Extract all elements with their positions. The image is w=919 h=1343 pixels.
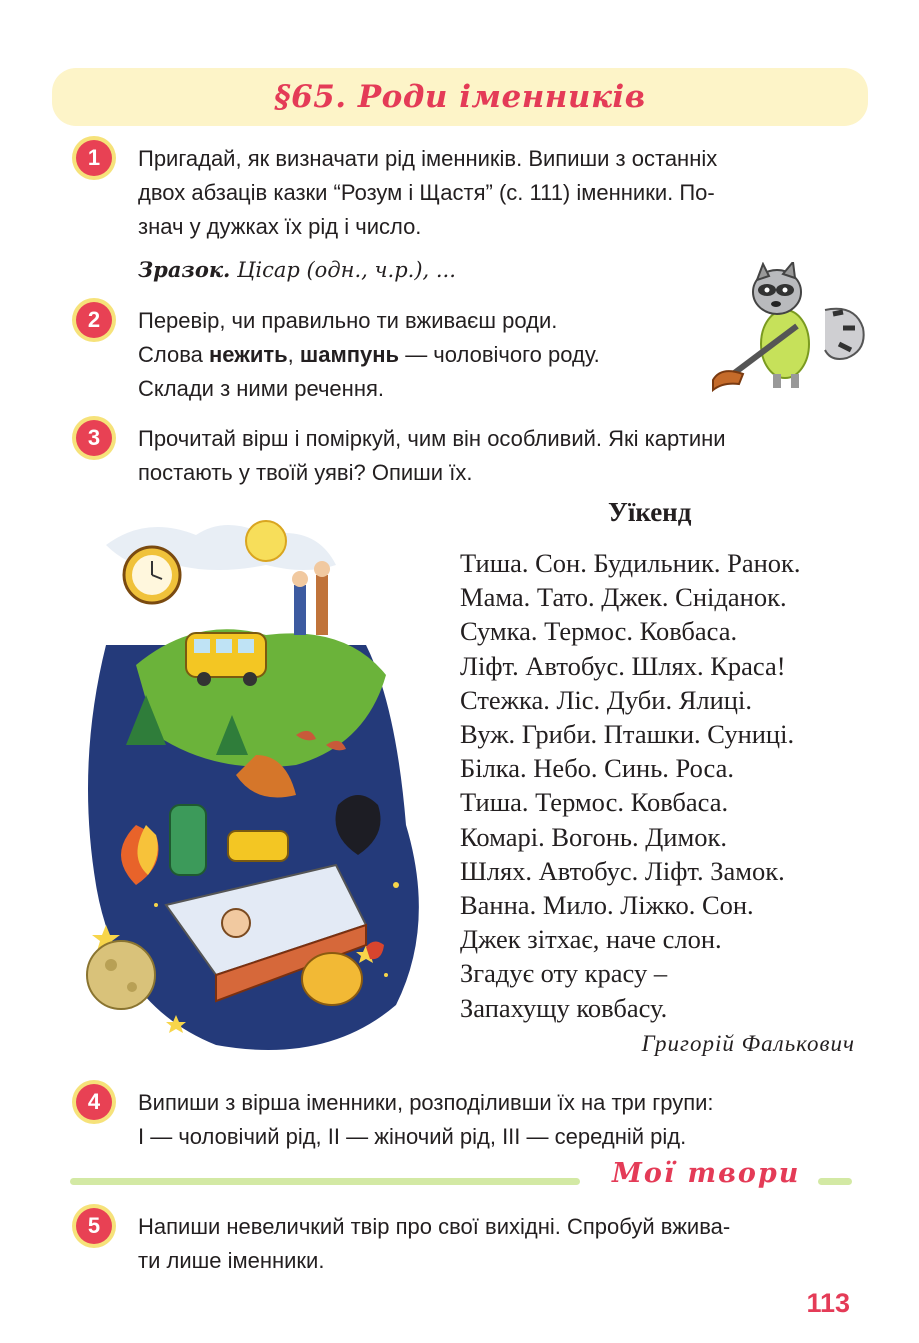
page-number: 113 xyxy=(806,1288,850,1318)
task-3-text xyxy=(138,422,726,490)
task-4-text xyxy=(138,1086,714,1154)
task-1-line: двох абзаців казки “Розум і Щастя” (с. 111) іменники. По- xyxy=(138,180,715,205)
task-4-line: І — чоловічий рід, ІІ — жіночий рід, ІІІ — середній рід. xyxy=(138,1124,687,1149)
poem-title: Уїкенд xyxy=(608,497,692,527)
word-nezhyt: нежить xyxy=(209,342,288,367)
task-number-4: 4 xyxy=(76,1084,112,1120)
poem-line: Сумка. Термос. Ковбаса. xyxy=(460,616,738,647)
title-banner xyxy=(52,68,868,126)
poem-line: Білка. Небо. Синь. Роса. xyxy=(460,753,735,784)
section-divider-left xyxy=(70,1178,580,1185)
poem-line: Стежка. Ліс. Дуби. Ялиці. xyxy=(460,684,752,715)
task-1-text xyxy=(138,142,717,244)
poem-line: Тиша. Сон. Будильник. Ранок. xyxy=(460,548,801,578)
task-2-line xyxy=(138,338,600,372)
sample-text: Цісар (одн., ч.р.), ... xyxy=(230,258,456,282)
task-number-2: 2 xyxy=(76,302,112,338)
task-3-line: постають у твоїй уяві? Опиши їх. xyxy=(138,460,473,485)
task-5-line: Напиши невеличкий твір про свої вихідні. Спробуй вжива- xyxy=(138,1214,731,1239)
page-title: §65. Роди іменників xyxy=(274,79,646,115)
poem-line: Джек зітхає, наче слон. xyxy=(460,924,722,955)
poem-body xyxy=(460,546,801,1025)
weekend-dream-illustration xyxy=(66,505,451,1055)
task-2-prefix: Слова xyxy=(138,342,209,367)
task-2-suffix: — чоловічого роду. xyxy=(399,342,600,367)
task-number-3: 3 xyxy=(76,420,112,456)
word-shampun: шампунь xyxy=(299,342,400,367)
poem-line: Ванна. Мило. Ліжко. Сон. xyxy=(460,890,754,921)
task-2-text xyxy=(138,304,600,406)
sample-example xyxy=(138,253,456,287)
sample-label: Зразок. xyxy=(138,257,231,282)
section-heading: Мої твори xyxy=(612,1158,801,1189)
task-3-line: Прочитай вірш і поміркуй, чим він особливий. Які картини xyxy=(138,426,726,451)
poem-line: Ліфт. Автобус. Шлях. Краса! xyxy=(460,650,786,681)
poem-line: Згадує оту красу – xyxy=(460,958,668,989)
poem-line: Комарі. Вогонь. Димок. xyxy=(460,821,727,852)
task-1-line: знач у дужках їх рід і число. xyxy=(138,214,422,239)
task-number-1: 1 xyxy=(76,140,112,176)
task-1-line: Пригадай, як визначати рід іменників. Випиши з останніх xyxy=(138,146,718,171)
poem-line: Запахущу ковбасу. xyxy=(460,992,668,1023)
task-4-line: Випиши з вірша іменники, розподіливши їх на три групи: xyxy=(138,1090,714,1115)
poem-author: Григорій Фалькович xyxy=(641,1031,855,1056)
poem-line: Мама. Тато. Джек. Сніданок. xyxy=(460,582,787,613)
task-2-comma: , xyxy=(287,342,300,367)
poem-line: Тиша. Термос. Ковбаса. xyxy=(460,787,729,818)
poem-line: Вуж. Гриби. Пташки. Суниці. xyxy=(460,719,795,750)
task-5-text xyxy=(138,1210,730,1278)
task-2-line: Перевір, чи правильно ти вживаєш роди. xyxy=(138,308,558,333)
poem-line: Шлях. Автобус. Ліфт. Замок. xyxy=(460,855,785,886)
raccoon-vacuum-illustration xyxy=(707,262,867,397)
section-divider-right xyxy=(818,1178,852,1185)
task-2-line: Склади з ними речення. xyxy=(138,376,384,401)
task-5-line: ти лише іменники. xyxy=(138,1248,325,1273)
task-number-5: 5 xyxy=(76,1208,112,1244)
